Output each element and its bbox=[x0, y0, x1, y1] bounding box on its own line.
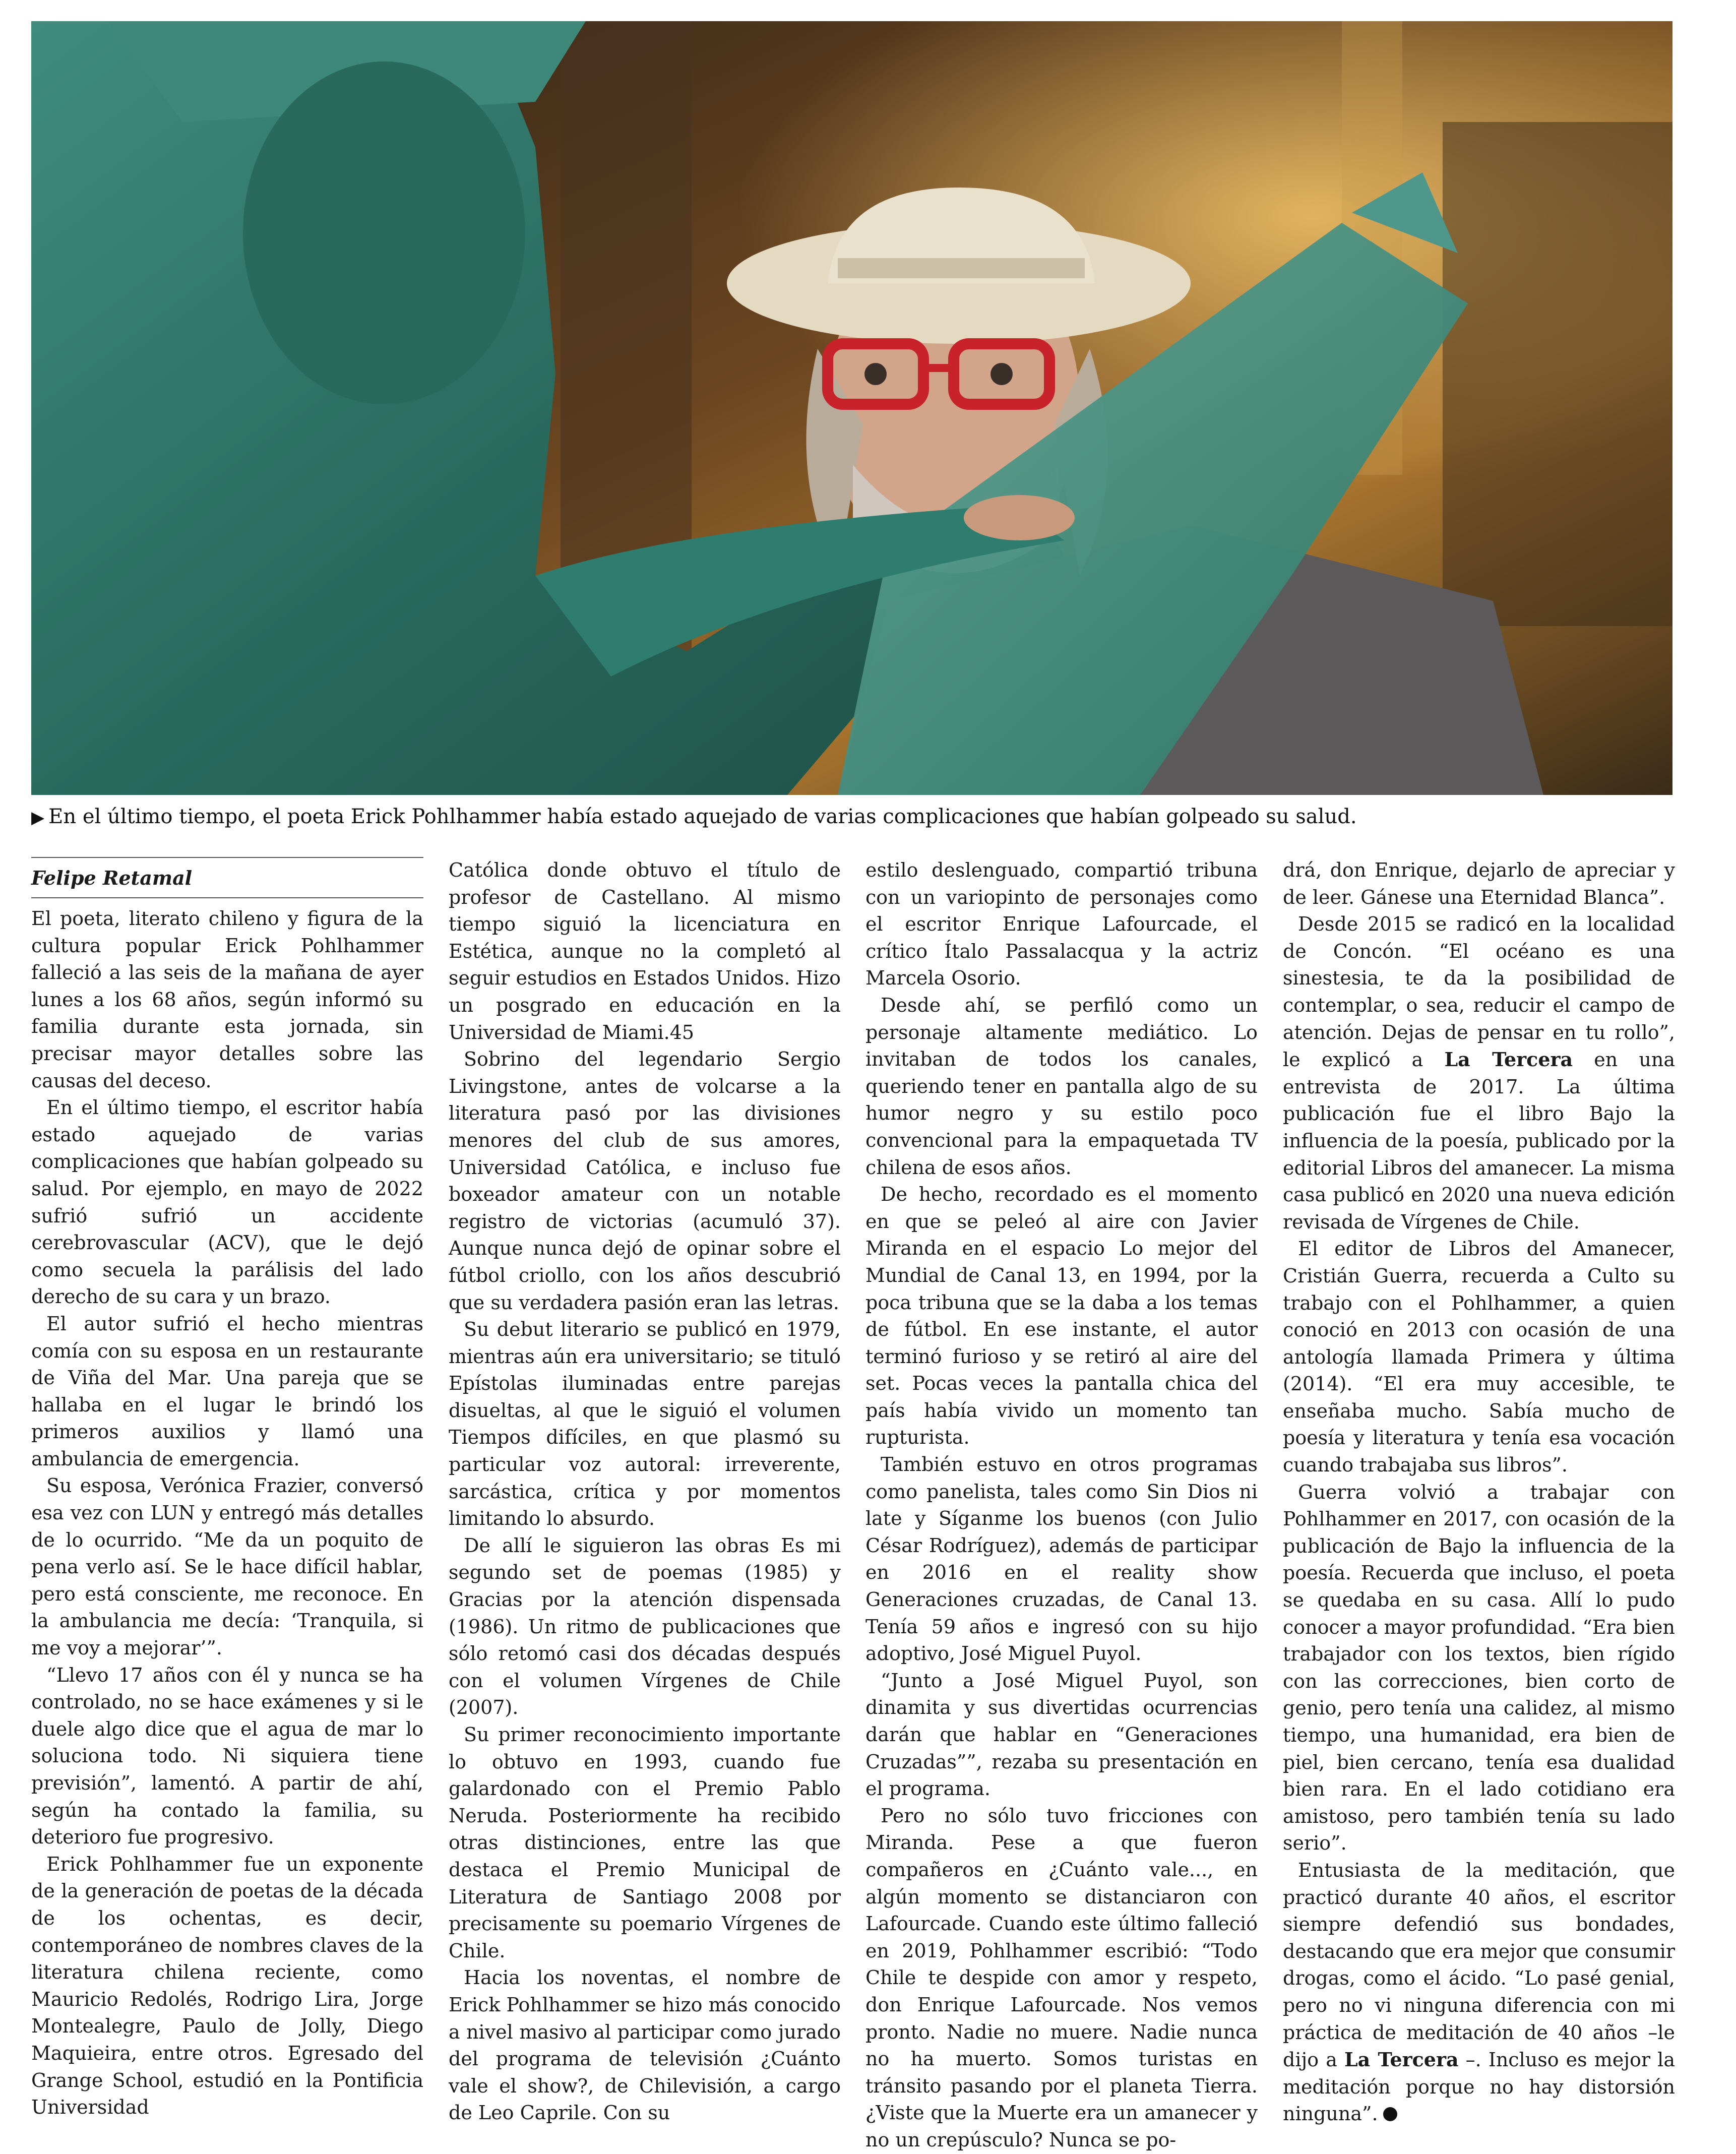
paragraph: El autor sufrió el hecho mientras comía con su esposa en un restaurante de Viña del Mar. Una pareja que se hallaba en el lugar le brindó los primeros auxilios y llamó una ambulancia de emergencia. bbox=[31, 1312, 423, 1470]
paragraph: Su esposa, Verónica Frazier, conversó esa vez con LUN y entregó más detalles de lo ocurrido. “Me da un poquito de pena verlo así. Se le hace difícil hablar, pero está consciente, me reconoce. En la ambulancia me decía: ‘Tranquila, si me voy a mejorar’”. bbox=[31, 1474, 423, 1659]
caption-triangle-icon: ▶ bbox=[31, 808, 45, 828]
article-column-4 bbox=[1283, 857, 1675, 2125]
paragraph: De allí le siguieron las obras Es mi segundo set de poemas (1985) y Gracias por la atención dispensada (1986). Un ritmo de publicaciones que sólo retomó casi dos décadas después con el volumen Vírgenes de Chile (2007). bbox=[449, 1534, 841, 1719]
text-run: Entusiasta de la meditación, que practicó durante 40 años, el escritor siempre defendió sus bondades, destacando que era mejor que consumir drogas, como el ácido. “Lo pasé genial, pero no vi ninguna diferencia con mi práctica de meditación de 40 años –le dijo a bbox=[1283, 1859, 1675, 2071]
article-column-3 bbox=[865, 857, 1258, 2151]
poet-with-statue-image bbox=[31, 21, 1672, 795]
caption-text: En el último tiempo, el poeta Erick Pohlhammer había estado aquejado de varias complicaciones que habían golpeado su salud. bbox=[48, 805, 1357, 828]
paragraph: “Junto a José Miguel Puyol, son dinamita y sus divertidas ocurrencias darán que hablar en “Generaciones Cruzadas””, rezaba su presentación en el programa. bbox=[865, 1669, 1258, 1800]
paragraph: Católica donde obtuvo el título de profesor de Castellano. Al mismo tiempo siguió la licenciatura en Estética, aunque no la completó al seguir estudios en Estados Unidos. Hizo un posgrado en educación en la Universidad de Miami.45 bbox=[449, 859, 841, 1043]
text-run: –. Incluso es mejor la meditación porque no hay distorsión ninguna”. bbox=[1283, 2049, 1675, 2125]
paragraph bbox=[1283, 911, 1675, 1236]
paragraph: drá, don Enrique, dejarlo de apreciar y de leer. Gánese una Eternidad Blanca”. bbox=[1283, 859, 1675, 908]
byline: Felipe Retamal bbox=[31, 867, 193, 889]
byline-rule-bottom bbox=[31, 897, 423, 898]
end-of-article-icon bbox=[1383, 2107, 1397, 2121]
paragraph: Su debut literario se publicó en 1979, mientras aún era universitario; se tituló Epístolas iluminadas entre parejas disueltas, al que le siguió el volumen Tiempos difíciles, en que plasmó su particular voz autoral: irreverente, sarcástica, crítica y por momentos limitando lo absurdo. bbox=[449, 1318, 841, 1530]
article-photo bbox=[31, 21, 1672, 795]
text-run: en una entrevista de 2017. La última publicación fue el libro Bajo la influencia de la poesía, publicado por la editorial Libros del amanecer. La misma casa publicó en 2020 una nueva edición revisada de Vírgenes de Chile. bbox=[1283, 1049, 1675, 1233]
newspaper-name: La Tercera bbox=[1444, 1048, 1573, 1071]
paragraph: “Llevo 17 años con él y nunca se ha controlado, no se hace exámenes y si le duele algo dice que el agua de mar lo soluciona todo. Ni siquiera tiene previsión”, lamentó. A partir de ahí, según ha contado la familia, su deterioro fue progresivo. bbox=[31, 1664, 423, 1849]
paragraph: estilo deslenguado, compartió tribuna con un variopinto de personajes como el escritor Enrique Lafourcade, el crítico Ítalo Passalacqua y la actriz Marcela Osorio. bbox=[865, 859, 1258, 990]
paragraph: En el último tiempo, el escritor había estado aquejado de varias complicaciones que habían golpeado su salud. Por ejemplo, en mayo de 2022 sufrió sufrió un accidente cerebrovascular (ACV), que le dejó como secuela la parálisis del lado derecho de su cara y un brazo. bbox=[31, 1096, 423, 1308]
paragraph: Su primer reconocimiento importante lo obtuvo en 1993, cuando fue galardonado con el Premio Pablo Neruda. Posteriormente ha recibido otras distinciones, entre las que destaca el Premio Municipal de Literatura de Santiago 2008 por precisamente su poemario Vírgenes de Chile. bbox=[449, 1724, 841, 1962]
byline-rule-top bbox=[31, 857, 423, 858]
article-column-2 bbox=[449, 857, 841, 2124]
paragraph: El editor de Libros del Amanecer, Cristián Guerra, recuerda a Culto su trabajo con el Pohlhammer, a quien conoció en 2013 con ocasión de una antología llamada Primera y última (2014). “El era muy accesible, te enseñaba mucho. Sabía mucho de poesía y literatura y tenía esa vocación cuando trabajaba sus libros”. bbox=[1283, 1238, 1675, 1476]
newspaper-name: La Tercera bbox=[1344, 2048, 1459, 2071]
paragraph: Desde ahí, se perfiló como un personaje altamente mediático. Lo invitaban de todos los canales, queriendo tener en pantalla algo de su humor negro y su estilo poco convencional para la empaquetada TV chilena de esos años. bbox=[865, 994, 1258, 1179]
paragraph: El poeta, literato chileno y figura de la cultura popular Erick Pohlhammer falleció a las seis de la mañana de ayer lunes a los 68 años, según informó su familia durante esta jornada, sin precisar mayor detalles sobre las causas del deceso. bbox=[31, 907, 423, 1092]
text-run: Desde 2015 se radicó en la localidad de Concón. “El océano es una sinestesia, te da la posibilidad de contemplar, o sea, reducir el campo de atención. Dejas de pensar en tu rollo”, le explicó a bbox=[1283, 913, 1675, 1071]
paragraph: Sobrino del legendario Sergio Livingstone, antes de volcarse a la literatura pasó por las divisiones menores del club de sus amores, Universidad Católica, e incluso fue boxeador amateur con un notable registro de victorias (acumuló 37). Aunque nunca dejó de opinar sobre el fútbol criollo, con los años descubrió que su verdadera pasión eran las letras. bbox=[449, 1048, 841, 1314]
paragraph: Pero no sólo tuvo fricciones con Miranda. Pese a que fueron compañeros en ¿Cuánto vale..., en algún momento se distanciaron con Lafourcade. Cuando este último falleció en 2019, Pohlhammer escribió: “Todo Chile te despide con amor y respeto, don Enrique Lafourcade. Nos vemos pronto. Nadie no muere. Nadie nunca no ha muerto. Somos turistas en tránsito pasando por el planeta Tierra. ¿Viste que la Muerte era un amanecer y no un crepúsculo? Nunca se po- bbox=[865, 1804, 1258, 2151]
photo-caption bbox=[31, 803, 1672, 833]
article-column-1 bbox=[31, 857, 423, 2119]
paragraph: Hacia los noventas, el nombre de Erick Pohlhammer se hizo más conocido a nivel masivo al participar como jurado del programa de televisión ¿Cuánto vale el show?, de Chilevisión, a cargo de Leo Caprile. Con su bbox=[449, 1966, 841, 2124]
paragraph bbox=[1283, 1857, 1675, 2128]
paragraph: Erick Pohlhammer fue un exponente de la generación de poetas de la década de los ochentas, es decir, contemporáneo de nombres claves de la literatura chilena reciente, como Mauricio Redolés, Rodrigo Lira, Jorge Montealegre, Paulo de Jolly, Diego Maquieira, entre otros. Egresado del Grange School, estudió en la Pontificia Universidad bbox=[31, 1853, 423, 2119]
paragraph: Guerra volvió a trabajar con Pohlhammer en 2017, con ocasión de la publicación de Bajo la influencia de la poesía. Recuerda que incluso, el poeta se quedaba en su casa. Allí lo pudo conocer a mayor profundidad. “Era bien trabajador con los textos, bien rígido con las correcciones, bien corto de genio, pero tenía una calidez, al mismo tiempo, una humanidad, era bien de piel, bien cercano, tenía esa dualidad bien rara. En el lado cotidiano era amistoso, pero también tenía su lado serio”. bbox=[1283, 1481, 1675, 1855]
paragraph: También estuvo en otros programas como panelista, tales como Sin Dios ni late y Síganme los buenos (con Julio César Rodríguez), además de participar en 2016 en el reality show Generaciones cruzadas, de Canal 13. Tenía 59 años e ingresó con su hijo adoptivo, José Miguel Puyol. bbox=[865, 1453, 1258, 1665]
paragraph: De hecho, recordado es el momento en que se peleó al aire con Javier Miranda en el espacio Lo mejor del Mundial de Canal 13, en 1994, por la poca tribuna que se la daba a los temas de fútbol. En ese instante, el autor terminó furioso y se retiró al aire del set. Pocas veces la pantalla chica del país había vivido un momento tan rupturista. bbox=[865, 1183, 1258, 1449]
